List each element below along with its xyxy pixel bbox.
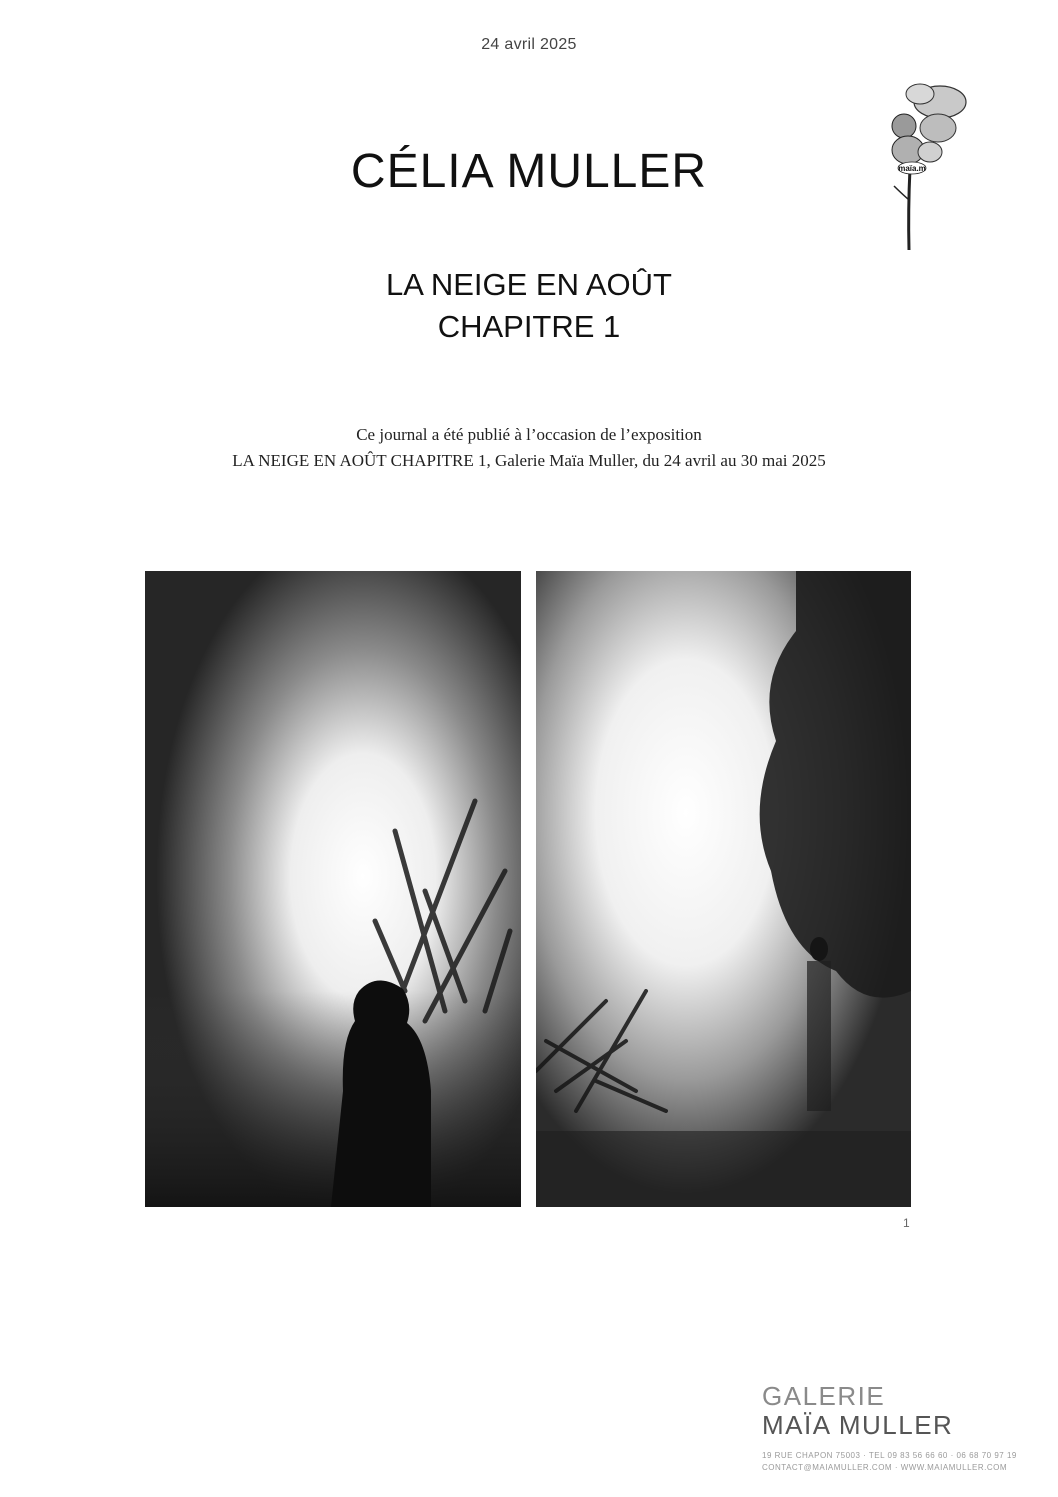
artwork-photo-left	[145, 571, 521, 1207]
artist-name: CÉLIA MULLER	[350, 145, 708, 198]
intro-line1: Ce journal a été publié à l’occasion de l’exposition	[356, 425, 702, 444]
flower-stem-logo-icon	[882, 80, 972, 252]
exhibition-title-line1: LA NEIGE EN AOÛT	[386, 267, 672, 302]
exhibition-title-line2: CHAPITRE 1	[437, 309, 621, 344]
intro-line2: LA NEIGE EN AOÛT CHAPITRE 1, Galerie Maïa Muller, du 24 avril au 30 mai 2025	[232, 451, 826, 470]
logo-text: maïa.m	[898, 164, 926, 173]
figure-number: 1	[903, 1216, 910, 1230]
date: 24 avril 2025	[481, 36, 577, 53]
gallery-name-line2: MAÏA MULLER	[762, 1410, 954, 1440]
intro-text	[0, 422, 1058, 474]
gallery-address: 19 RUE CHAPON 75003 · TEL 09 83 56 66 60 · 06 68 70 97 19	[762, 1451, 1017, 1460]
artwork-photo-right	[536, 571, 911, 1207]
gallery-signature	[762, 1381, 1017, 1474]
gallery-email-web: CONTACT@MAIAMULLER.COM · WWW.MAIAMULLER.COM	[762, 1463, 1008, 1472]
gallery-contact	[762, 1450, 1017, 1474]
exhibition-title	[0, 264, 1058, 348]
gallery-name-line1: GALERIE	[762, 1381, 886, 1411]
